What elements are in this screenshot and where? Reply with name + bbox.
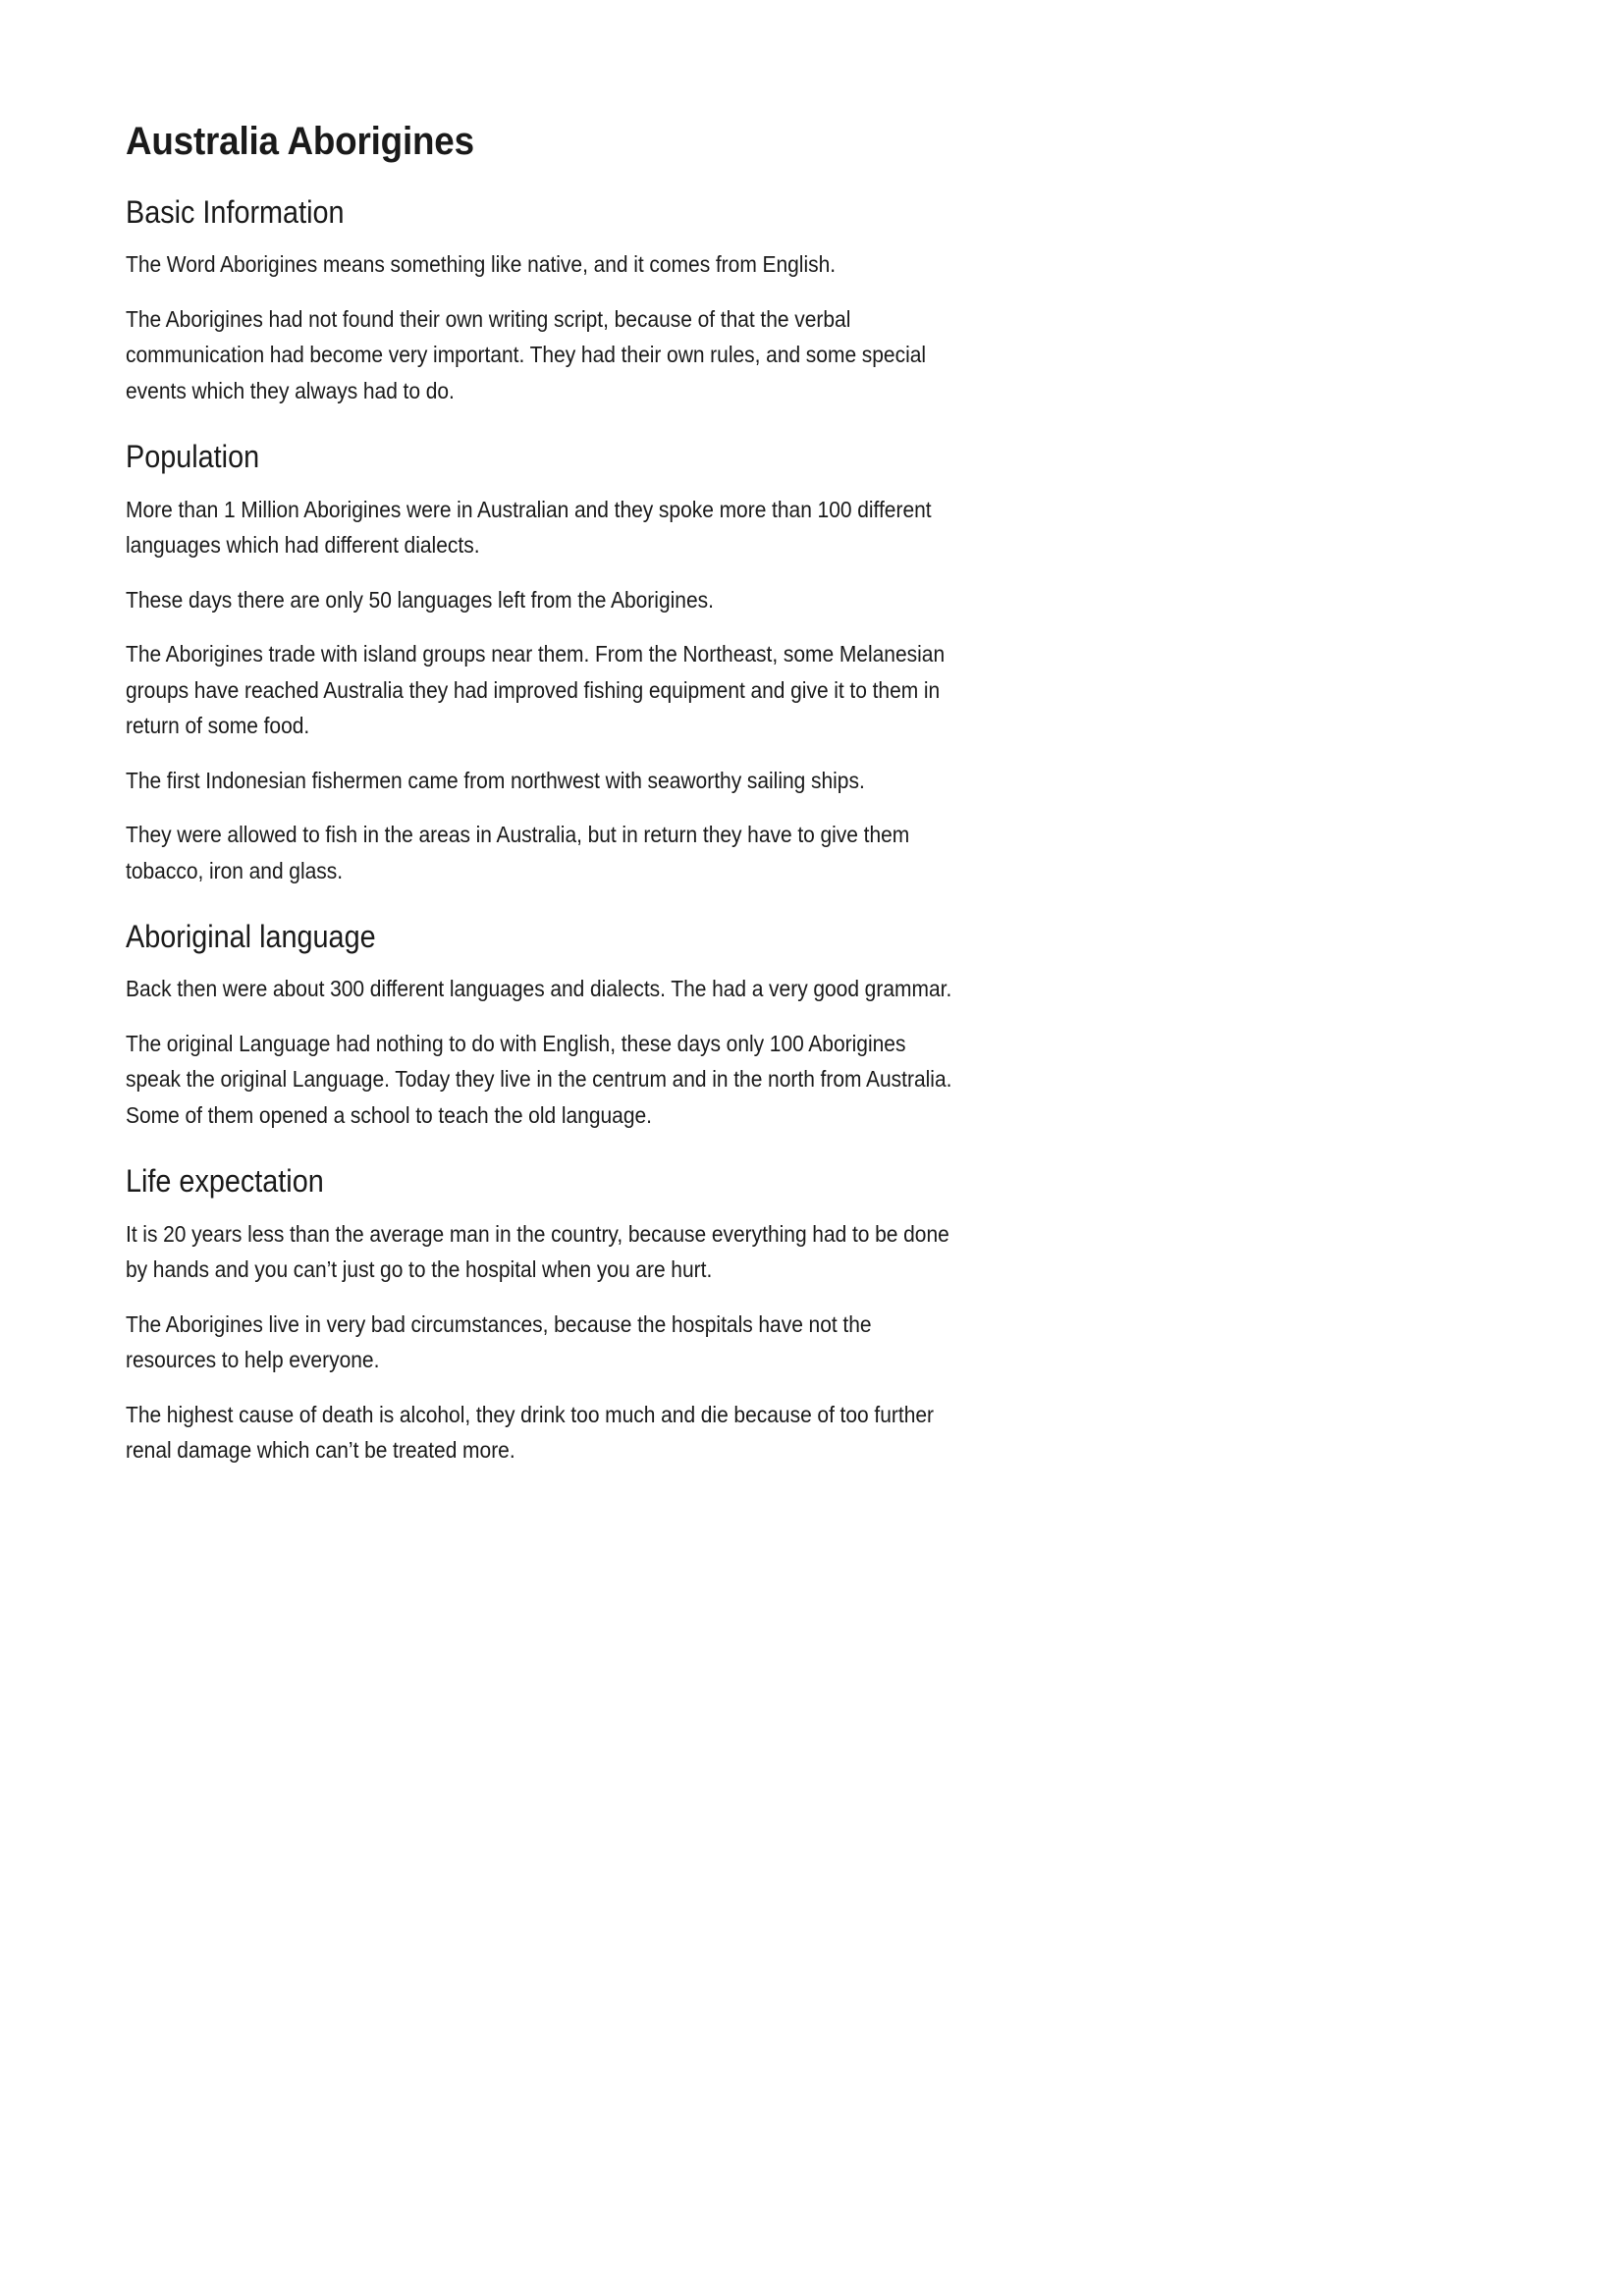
section-aboriginal-language [126, 918, 958, 1133]
section-life-expectation [126, 1162, 958, 1468]
section-heading: Basic Information [126, 193, 345, 230]
paragraph: The original Language had nothing to do with English, these days only 100 Aborigines speak the original Language. Today they live in the centrum and in the north from Australia. Some of them opened a school to teach the old language. [126, 1030, 952, 1128]
paragraph: They were allowed to fish in the areas in Australia, but in return they have to give them tobacco, iron and glass. [126, 822, 910, 883]
paragraph: The Aborigines trade with island groups near them. From the Northeast, some Melanesian groups have reached Australia they had improved fishing equipment and give it to them in return of some food. [126, 641, 946, 739]
paragraph: The Aborigines live in very bad circumstances, because the hospitals have not the resources to help everyone. [126, 1310, 872, 1373]
section-heading: Life expectation [126, 1163, 324, 1200]
paragraph: It is 20 years less than the average man in the country, because everything had to be done by hands and you can’t just go to the hospital when you are hurt. [126, 1220, 949, 1283]
section-heading: Population [126, 439, 260, 475]
paragraph: The first Indonesian fishermen came from northwest with seaworthy sailing ships. [126, 767, 865, 793]
document-body [126, 120, 958, 1474]
section-population [126, 438, 958, 888]
section-heading: Aboriginal language [126, 919, 376, 955]
paragraph: These days there are only 50 languages left from the Aborigines. [126, 586, 714, 613]
paragraph: The Word Aborigines means something like native, and it comes from English. [126, 251, 837, 278]
paragraph: More than 1 Million Aborigines were in Australian and they spoke more than 100 different languages which had different dialects. [126, 496, 932, 559]
section-basic-information [126, 193, 958, 408]
paragraph: Back then were about 300 different languages and dialects. The had a very good grammar. [126, 976, 952, 1002]
page-title: Australia Aborigines [126, 120, 474, 163]
paragraph: The Aborigines had not found their own writing script, because of that the verbal communication had become very important. They had their own rules, and some special events which they always had to do. [126, 305, 927, 403]
paragraph: The highest cause of death is alcohol, they drink too much and die because of too further renal damage which can’t be treated more. [126, 1401, 935, 1464]
